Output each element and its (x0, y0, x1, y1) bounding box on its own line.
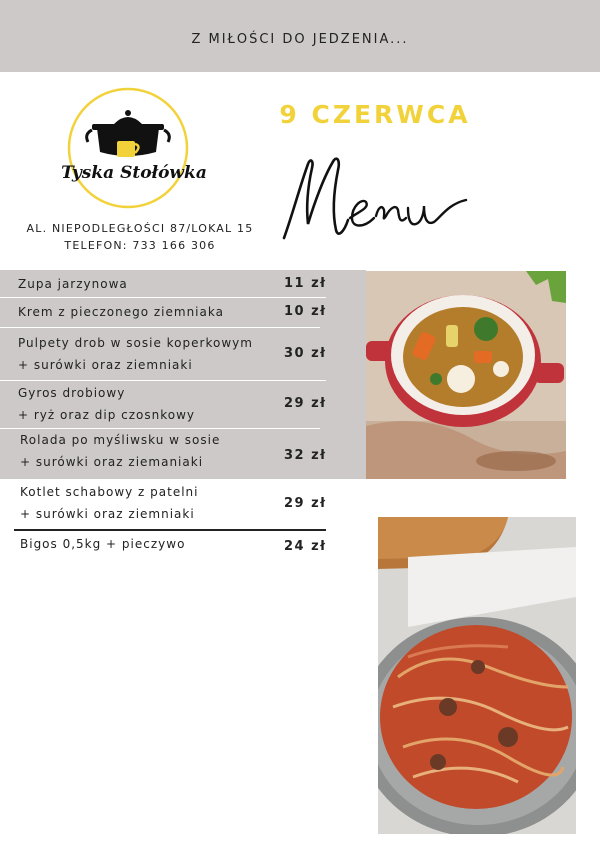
item-price: 10 zł (284, 304, 327, 319)
menu-date: 9 CZERWCA (279, 100, 471, 129)
menu-item (18, 273, 128, 295)
divider (0, 297, 326, 298)
item-price: 29 zł (284, 396, 327, 411)
item-name: Krem z pieczonego ziemniaka (18, 305, 224, 319)
tagline: Z MIŁOŚCI DO JEDZENIA... (191, 32, 409, 47)
menu-item (20, 429, 220, 473)
item-subline: + surówki oraz ziemaniaki (20, 455, 204, 469)
bigos-photo (378, 517, 576, 834)
item-name: Rolada po myśliwsku w sosie (20, 433, 221, 447)
item-price: 11 zł (284, 276, 327, 291)
divider (14, 529, 326, 531)
item-subline: + surówki oraz ziemniaki (20, 507, 195, 521)
item-price: 32 zł (284, 448, 327, 463)
address-block (18, 220, 262, 254)
item-price: 24 zł (284, 539, 327, 554)
soup-photo (366, 271, 566, 479)
item-price: 30 zł (284, 346, 327, 361)
divider (0, 327, 320, 328)
item-name: Gyros drobiowy (18, 386, 126, 400)
item-name: Bigos 0,5kg + pieczywo (20, 537, 186, 551)
phone: TELEFON: 733 166 306 (64, 239, 216, 252)
menu-title-text: Menu (278, 146, 281, 147)
address: AL. NIEPODLEGŁOŚCI 87/LOKAL 15 (26, 222, 254, 235)
item-name: Pulpety drob w sosie koperkowym (18, 336, 253, 350)
menu-item (18, 301, 224, 323)
item-name: Kotlet schabowy z patelni (20, 485, 199, 499)
menu-title-script (278, 146, 478, 256)
pot-cup-logo-icon (64, 86, 192, 210)
brand-name: Tyska Stołówka (61, 163, 207, 183)
menu-item (18, 332, 253, 376)
item-subline: + surówki oraz ziemniaki (18, 358, 193, 372)
item-name: Zupa jarzynowa (18, 277, 128, 291)
menu-item (18, 382, 195, 426)
item-subline: + ryż oraz dip czosnkowy (18, 408, 196, 422)
divider (0, 380, 326, 381)
item-price: 29 zł (284, 496, 327, 511)
menu-item (20, 481, 199, 525)
menu-item (20, 533, 185, 555)
